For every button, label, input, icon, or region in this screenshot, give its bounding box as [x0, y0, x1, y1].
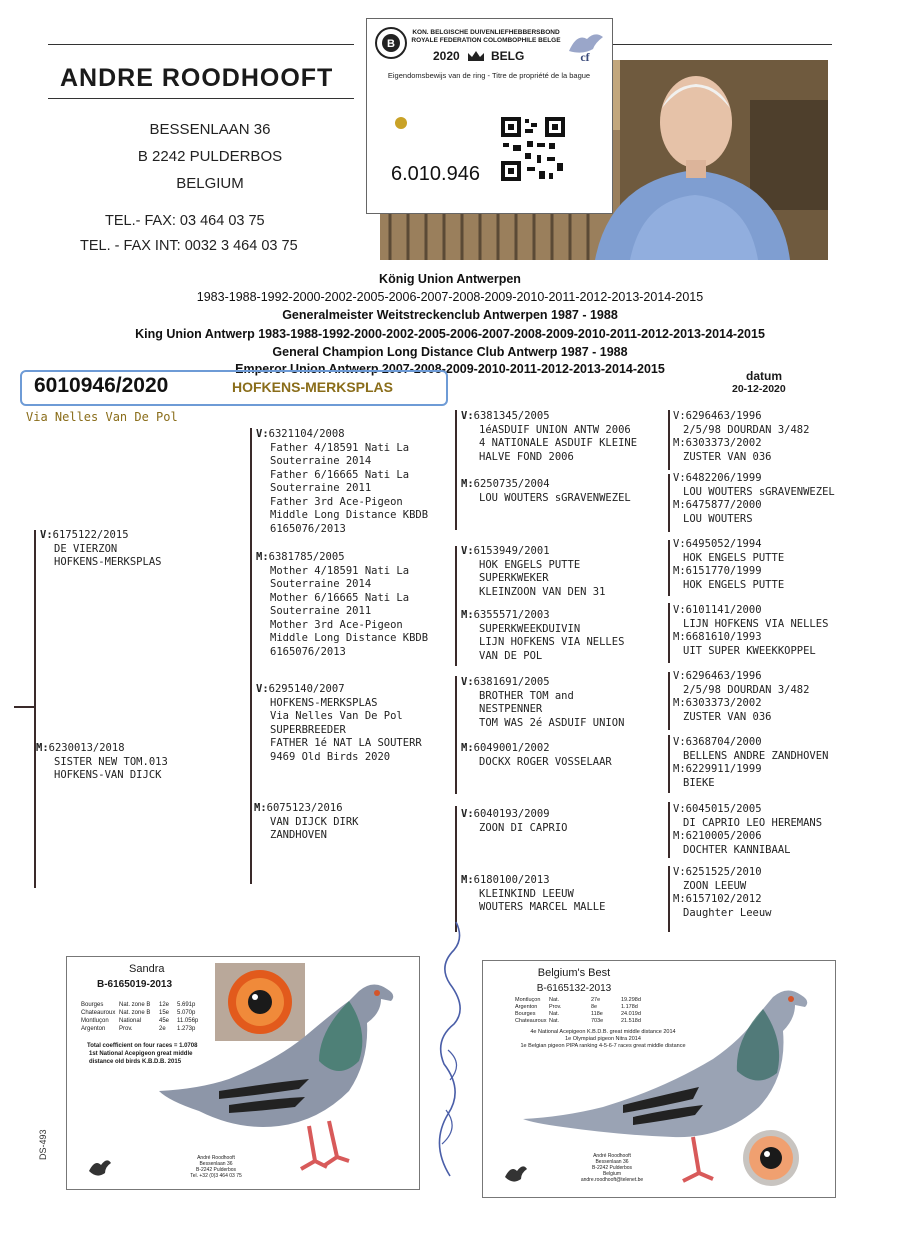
gen4-pair-5: V:6296463/1996 2/5/98 DOURDAN 3/482 M:6303373/2002 ZUSTER VAN 036 — [673, 670, 883, 724]
line: Father 4/18591 Nati La — [270, 441, 410, 454]
line: HOFKENS-MERKSPLAS — [270, 696, 378, 709]
line: HOK ENGELS PUTTE — [479, 558, 581, 571]
line: Souterraine 2014 — [270, 455, 372, 467]
pigeon-loft: HOFKENS-MERKSPLAS — [232, 379, 394, 395]
ring-card-org-line1: KON. BELGISCHE DUIVENLIEFHEBBERSBOND — [412, 29, 560, 36]
ring-number: 6180100/2013 — [473, 874, 550, 886]
card-sandra-name: Sandra — [129, 963, 165, 975]
ring-card-country: BELG — [491, 49, 525, 63]
line: ZANDHOVEN — [270, 829, 327, 841]
ring-number: 6175122/2015 — [52, 529, 129, 541]
bracket-gen2-lower — [250, 686, 252, 884]
bracket-gen4-8 — [668, 866, 670, 932]
title-line-5: General Champion Long Distance Club Antwerp 1987 - 1988 — [272, 345, 628, 359]
breeder-tel: TEL.- FAX: 03 464 03 75 — [105, 213, 265, 229]
line: Mother 3rd Ace-Pigeon — [270, 618, 403, 631]
line: LOU WOUTERS — [683, 512, 753, 525]
header-rule-right — [612, 44, 832, 45]
sex-tag: V: — [256, 428, 269, 440]
line: WOUTERS MARCEL MALLE — [479, 901, 606, 913]
line: DI CAPRIO LEO HEREMANS — [683, 816, 823, 829]
gen2-mother-1 — [256, 551, 452, 659]
ring-number: 6681610/1993 — [685, 631, 762, 643]
bracket-gen1-vertical — [34, 530, 36, 888]
line: Mother 4/18591 Nati La — [270, 564, 410, 577]
breeder-city: B 2242 PULDERBOS — [137, 148, 283, 165]
gen3-6 — [461, 742, 666, 769]
gen3-3 — [461, 545, 666, 599]
bracket-gen3-3 — [455, 676, 457, 794]
line: Middle Long Distance KBDB — [270, 509, 429, 521]
line: 9469 Old Birds 2020 — [270, 750, 391, 763]
line: BROTHER TOM and — [479, 689, 574, 702]
line: Mother 6/16665 Nati La — [270, 591, 410, 604]
date-label: datum — [746, 369, 782, 383]
ring-number: 6045015/2005 — [685, 803, 762, 815]
card-sandra-results: Bourges Nat. zone B 12e 5.691p Chateauroux Nat. zone B 15e 5.070p Montluçon National 45e 11.056p Argenton Prov. 2e 1.273p — [81, 1002, 199, 1032]
line: 4 NATIONALE ASDUIF KLEINE — [479, 437, 638, 449]
breeder-street: BESSENLAAN 36 — [149, 121, 271, 138]
ring-number: 6075123/2016 — [266, 802, 343, 814]
gen2-mother-2 — [254, 802, 450, 843]
sex-tag: M: — [461, 609, 474, 621]
ring-number: 6381691/2005 — [473, 676, 550, 688]
pigeon-card-sandra — [66, 956, 420, 1190]
gen3-8 — [461, 874, 666, 915]
card-sandra-footer: André Roodhooft Bessenlaan 36 B-2242 Pulderbos Tel. +32 (0)3 464 03 75 — [190, 1155, 242, 1179]
line: FATHER 1é NAT LA SOUTERR — [270, 737, 422, 749]
line: HALVE FOND 2006 — [479, 450, 574, 463]
gen3-4 — [461, 609, 666, 663]
ring-number: 6250735/2004 — [473, 478, 550, 490]
ring-number: 6368704/2000 — [685, 736, 762, 748]
bracket-gen3-1 — [455, 410, 457, 530]
line: DOCHTER KANNIBAAL — [683, 843, 791, 856]
bracket-gen4-2 — [668, 474, 670, 532]
line: UIT SUPER KWEEKKOPPEL — [683, 644, 816, 657]
ring-number: 6049001/2002 — [473, 742, 550, 754]
ring-card-number: 6.010.946 — [391, 163, 480, 185]
ring-number: 6355571/2003 — [473, 609, 550, 621]
line: ZOON LEEUW — [683, 879, 747, 892]
ring-number: 6482206/1999 — [685, 472, 762, 484]
pigeon-ring-number: 6010946/2020 — [34, 374, 169, 397]
sex-tag: M: — [461, 478, 474, 490]
via-line: Via Nelles Van De Pol — [26, 410, 178, 424]
bird-logo-icon — [503, 1161, 529, 1187]
card-best-ring: B-6165132-2013 — [536, 983, 612, 994]
pigeon-sandra-icon — [159, 961, 419, 1187]
sex-tag: M: — [461, 874, 474, 886]
ring-ownership-card — [366, 18, 613, 214]
line: SISTER NEW TOM.013 — [54, 755, 168, 768]
line: HOK ENGELS PUTTE — [683, 551, 785, 564]
card-best-footer: André Roodhooft Bessenlaan 36 B-2242 Pulderbos Belgium andre.roodhooft@telenet.be — [580, 1153, 644, 1183]
gen3-7 — [461, 808, 666, 835]
svg-text:cf: cf — [580, 50, 590, 64]
card-sandra-coef: Total coefficient on four races = 1.0708 — [87, 1043, 198, 1049]
header-rule-top — [48, 44, 354, 45]
crown-icon — [467, 50, 485, 62]
line: TOM WAS 2é ASDUIF UNION — [479, 716, 625, 729]
gen2-father-2 — [256, 683, 452, 764]
line: Middle Long Distance KBDB — [270, 632, 429, 644]
gen1-mother — [36, 742, 236, 783]
sex-tag: V: — [461, 808, 474, 820]
ring-number: 6303373/2002 — [685, 437, 762, 449]
line: Father 6/16665 Nati La — [270, 468, 410, 481]
ring-number: 6040193/2009 — [473, 808, 550, 820]
gen4-pair-7: V:6045015/2005 DI CAPRIO LEO HEREMANS M:6210005/2006 DOCHTER KANNIBAAL — [673, 803, 883, 857]
card-best-awards: 4e National Acepigeon K.B.D.B. great middle distance 2014 1e Olympiad pigeon Nitra 2014 1e Belgian pigeon PIPA ranking 4-5-6-7 races great middle distance — [520, 1029, 686, 1049]
line: ZUSTER VAN 036 — [683, 710, 772, 723]
gen4-pair-6: V:6368704/2000 BELLENS ANDRE ZANDHOVEN M:6229911/1999 BIEKE — [673, 736, 883, 790]
ring-number: 6321104/2008 — [268, 428, 345, 440]
gen1-father — [40, 529, 240, 570]
sex-tag: M: — [36, 742, 49, 754]
ring-card-year: 2020 — [433, 49, 460, 63]
ring-number: 6296463/1996 — [685, 670, 762, 682]
line: SUPERKWEKER — [479, 572, 549, 584]
bracket-gen4-1 — [668, 410, 670, 470]
gen4-pair-4: V:6101141/2000 LIJN HOFKENS VIA NELLES M:6681610/1993 UIT SUPER KWEEKKOPPEL — [673, 604, 883, 658]
line: LIJN HOFKENS VIA NELLES — [479, 636, 625, 648]
title-line-6: Emperor Union Antwerp 2007-2008-2009-2010-2011-2012-2013-2014-2015 — [235, 362, 665, 376]
hologram-icon — [395, 117, 407, 129]
svg-text:B: B — [387, 38, 395, 50]
line: ZUSTER VAN 036 — [683, 450, 772, 463]
line: KLEINZOON VAN DEN 31 — [479, 585, 606, 598]
date-value: 20-12-2020 — [732, 383, 786, 395]
ring-number: 6381345/2005 — [473, 410, 550, 422]
card-sandra-award2: distance old birds K.B.D.B. 2015 — [89, 1059, 182, 1065]
line: LIJN HOFKENS VIA NELLES — [683, 617, 829, 630]
ring-number: 6295140/2007 — [268, 683, 345, 695]
line: Daughter Leeuw — [683, 906, 772, 919]
bracket-gen3-2 — [455, 546, 457, 666]
line: Via Nelles Van De Pol — [270, 710, 403, 722]
kbdb-logo-icon — [373, 23, 409, 63]
title-line-1: König Union Antwerpen — [379, 272, 521, 286]
sex-tag: M: — [461, 742, 474, 754]
breeder-country: BELGIUM — [176, 175, 244, 192]
ring-number: 6475877/2000 — [685, 499, 762, 511]
line: LOU WOUTERS sGRAVENWEZEL — [479, 491, 631, 504]
line: VAN DE POL — [479, 649, 543, 662]
pigeon-id-box — [20, 370, 448, 406]
gen4-pair-2: V:6482206/1999 LOU WOUTERS sGRAVENWEZEL M:6475877/2000 LOU WOUTERS — [673, 472, 893, 526]
line: DE VIERZON — [54, 542, 118, 555]
pigeon-card-belgiums-best — [482, 960, 836, 1198]
line: ZOON DI CAPRIO — [479, 821, 568, 834]
sex-tag: V: — [256, 683, 269, 695]
line: SUPERBREEDER — [270, 723, 346, 736]
bracket-gen4-4 — [668, 603, 670, 663]
line: LOU WOUTERS sGRAVENWEZEL — [683, 485, 835, 498]
bracket-gen4-7 — [668, 802, 670, 858]
fcib-logo-icon — [565, 25, 605, 65]
ring-number: 6296463/1996 — [685, 410, 762, 422]
ring-number: 6229911/1999 — [685, 763, 762, 775]
breeder-name: ANDRE ROODHOOFT — [60, 64, 334, 92]
ring-card-org — [411, 29, 561, 45]
card-sandra-award1: 1st National Acepigeon great middle — [89, 1051, 193, 1057]
ring-number: 6210005/2006 — [685, 830, 762, 842]
gen4-pair-3: V:6495052/1994 HOK ENGELS PUTTE M:6151770/1999 HOK ENGELS PUTTE — [673, 538, 883, 592]
gen4-pair-1: V:6296463/1996 2/5/98 DOURDAN 3/482 M:6303373/2002 ZUSTER VAN 036 — [673, 410, 883, 464]
line: HOFKENS-MERKSPLAS — [54, 556, 162, 568]
bracket-gen4-3 — [668, 540, 670, 596]
bird-logo-icon — [87, 1155, 113, 1181]
line: NESTPENNER — [479, 703, 543, 715]
card-sandra-ring: B-6165019-2013 — [97, 979, 173, 990]
line: DOCKX ROGER VOSSELAAR — [479, 755, 612, 768]
card-best-name: Belgium's Best — [537, 967, 611, 979]
line: Souterraine 2011 — [270, 482, 372, 494]
qr-code-icon — [499, 115, 567, 183]
gen2-father — [256, 428, 452, 536]
ring-number: 6101141/2000 — [685, 604, 762, 616]
sex-tag: V: — [461, 545, 474, 557]
ring-number: 6495052/1994 — [685, 538, 762, 550]
sex-tag: M: — [256, 551, 269, 563]
ring-number: 6251525/2010 — [685, 866, 762, 878]
handwritten-signature-icon — [420, 914, 480, 1184]
line: 6165076/2013 — [270, 522, 346, 535]
line: VAN DIJCK DIRK — [270, 815, 359, 828]
line: 6165076/2013 — [270, 645, 346, 658]
line: 2/5/98 DOURDAN 3/482 — [683, 683, 810, 696]
bracket-gen4-6 — [668, 735, 670, 793]
line: HOFKENS-VAN DIJCK — [54, 769, 162, 781]
line: BELLENS ANDRE ZANDHOVEN — [683, 749, 829, 762]
sex-tag: V: — [40, 529, 53, 541]
line: BIEKE — [683, 776, 715, 789]
bracket-gen1-tick — [14, 706, 36, 708]
ring-card-org-line2: ROYALE FEDERATION COLOMBOPHILE BELGE — [411, 37, 561, 44]
gen3-1 — [461, 410, 666, 464]
line: Souterraine 2011 — [270, 605, 372, 617]
line: Souterraine 2014 — [270, 578, 372, 590]
ring-number: 6157102/2012 — [685, 893, 762, 905]
ring-number: 6230013/2018 — [48, 742, 125, 754]
gen4-pair-8: V:6251525/2010 ZOON LEEUW M:6157102/2012 Daughter Leeuw — [673, 866, 883, 920]
ring-number: 6151770/1999 — [685, 565, 762, 577]
ring-number: 6381785/2005 — [268, 551, 345, 563]
sex-tag: M: — [254, 802, 267, 814]
gen3-2 — [461, 478, 666, 505]
gen3-5 — [461, 676, 666, 730]
line: Father 3rd Ace-Pigeon — [270, 495, 403, 508]
card-best-results: Montluçon Nat. 27e 19.298d Argenton Prov. 8e 1.178d Bourges Nat. 118e 24.019d Chateauroux Nat. 703e 21.518d — [515, 997, 641, 1024]
sex-tag: V: — [461, 410, 474, 422]
breeder-tel-int: TEL. - FAX INT: 0032 3 464 03 75 — [80, 238, 298, 254]
line: 2/5/98 DOURDAN 3/482 — [683, 423, 810, 436]
line: 1éASDUIF UNION ANTW 2006 — [479, 423, 631, 436]
bracket-gen4-5 — [668, 672, 670, 730]
margin-code: DS-493 — [38, 1129, 48, 1160]
title-line-4: King Union Antwerp 1983-1988-1992-2000-2002-2005-2006-2007-2008-2009-2010-2011-2012-2013-2014-2015 — [135, 327, 765, 341]
title-line-2: 1983-1988-1992-2000-2002-2005-2006-2007-2008-2009-2010-2011-2012-2013-2014-2015 — [196, 290, 704, 304]
line: KLEINKIND LEEUW — [479, 887, 574, 900]
ring-number: 6303373/2002 — [685, 697, 762, 709]
line: HOK ENGELS PUTTE — [683, 578, 785, 591]
sex-tag: V: — [461, 676, 474, 688]
line: SUPERKWEEKDUIVIN — [479, 622, 581, 635]
eye-icon-best — [737, 1127, 805, 1189]
header-rule-mid — [48, 98, 354, 99]
ring-card-ownership: Eigendomsbewijs van de ring - Titre de propriété de la bague — [387, 71, 591, 80]
ring-number: 6153949/2001 — [473, 545, 550, 557]
title-line-3: Generalmeister Weitstreckenclub Antwerpen 1987 - 1988 — [282, 308, 618, 322]
